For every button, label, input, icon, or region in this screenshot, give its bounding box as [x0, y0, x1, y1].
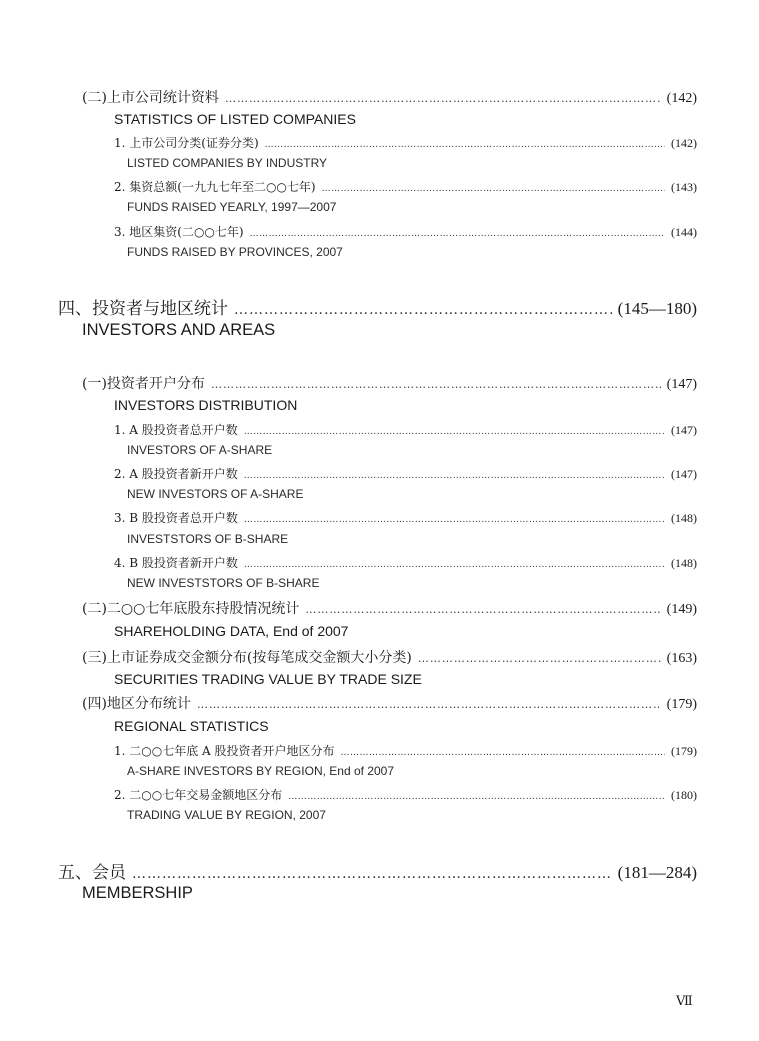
- toc-entry-trading-value-by-region[interactable]: [114, 786, 697, 803]
- entry-title: (一)投资者开户分布: [82, 376, 205, 392]
- toc-entry-b-share-investors[interactable]: [114, 509, 697, 526]
- toc-chapter-investors-areas[interactable]: [58, 294, 697, 319]
- toc-entry-investors-distribution[interactable]: [82, 373, 697, 393]
- page-range: (145—180): [617, 299, 697, 318]
- entry-english-title: INVESTSTORS OF B-SHARE: [127, 532, 289, 546]
- leader-dots: [265, 140, 665, 150]
- entry-english-title: TRADING VALUE BY REGION, 2007: [127, 808, 326, 822]
- leader-dots: [244, 560, 665, 570]
- leader-dots: [244, 471, 665, 481]
- page-number: (163): [666, 651, 697, 666]
- entry-english-title: NEW INVESTORS OF A-SHARE: [127, 487, 304, 501]
- entry-english-title: INVESTORS DISTRIBUTION: [114, 397, 298, 413]
- page-number: (180): [671, 788, 697, 802]
- leader-dots: [244, 515, 665, 525]
- entry-title: 3. 地区集资(二○○七年): [114, 225, 244, 239]
- leader-dots: [305, 603, 660, 616]
- leader-dots: [322, 184, 665, 194]
- toc-entry-funds-by-provinces[interactable]: [114, 223, 697, 240]
- leader-dots: [341, 748, 665, 758]
- entry-english-title: FUNDS RAISED BY PROVINCES, 2007: [127, 245, 343, 259]
- leader-dots: [132, 866, 612, 882]
- leader-dots: [288, 792, 665, 802]
- chapter-english-title: INVESTORS AND AREAS: [82, 321, 276, 339]
- entry-title: (四)地区分布统计: [82, 696, 191, 712]
- entry-english-title: SHAREHOLDING DATA, End of 2007: [114, 623, 349, 639]
- entry-english-title: SECURITIES TRADING VALUE BY TRADE SIZE: [114, 671, 422, 687]
- toc-entry-shareholding[interactable]: [82, 598, 697, 618]
- leader-dots: [418, 652, 661, 665]
- leader-dots: [244, 427, 665, 437]
- page-number: (148): [671, 511, 697, 525]
- entry-english-title: INVESTORS OF A-SHARE: [127, 443, 273, 457]
- entry-title: (三)上市证券成交金额分布(按每笔成交金额大小分类): [82, 650, 412, 666]
- page-folio: Ⅶ: [676, 993, 693, 1008]
- entry-title: 1. 上市公司分类(证券分类): [114, 136, 259, 150]
- toc-entry-regional-statistics[interactable]: [82, 693, 697, 713]
- page-number: (149): [666, 602, 697, 617]
- entry-title: 2. 集资总额(一九九七年至二○○七年): [114, 180, 316, 194]
- toc-entry-investors-by-region[interactable]: [114, 742, 697, 759]
- toc-entry-funds-raised-yearly[interactable]: [114, 178, 697, 195]
- entry-english-title: NEW INVESTSTORS OF B-SHARE: [127, 576, 320, 590]
- leader-dots: [225, 92, 661, 105]
- entry-title: 2. 二○○七年交易金额地区分布: [114, 788, 283, 802]
- page-number: (142): [671, 136, 697, 150]
- chapter-title: 五、会员: [58, 863, 126, 883]
- chapter-english-title: MEMBERSHIP: [82, 884, 193, 902]
- page-number: (143): [671, 180, 697, 194]
- entry-title: (二)二○○七年底股东持股情况统计: [82, 601, 300, 617]
- entry-title: 2. A 股投资者新开户数: [114, 467, 238, 481]
- toc-entry-listed-companies[interactable]: [82, 87, 697, 107]
- toc-entry-companies-by-industry[interactable]: [114, 134, 697, 151]
- page-number: (179): [666, 697, 697, 712]
- page-number: (147): [666, 377, 697, 392]
- page-number: (142): [666, 91, 697, 106]
- chapter-title: 四、投资者与地区统计: [58, 299, 228, 319]
- leader-dots: [197, 698, 661, 711]
- page-number: (144): [671, 225, 697, 239]
- toc-chapter-membership[interactable]: [58, 858, 697, 883]
- entry-english-title: A-SHARE INVESTORS BY REGION, End of 2007: [127, 764, 394, 778]
- page-range: (181—284): [617, 863, 697, 882]
- toc-entry-new-a-share-investors[interactable]: [114, 465, 697, 482]
- leader-dots: [250, 229, 665, 239]
- entry-title: (二)上市公司统计资料: [82, 90, 219, 106]
- entry-title: 3. B 股投资者总开户数: [114, 511, 238, 525]
- entry-title: 1. A 股投资者总开户数: [114, 423, 238, 437]
- leader-dots: [211, 378, 661, 391]
- page-number: (179): [671, 744, 697, 758]
- entry-title: 4. B 股投资者新开户数: [114, 556, 238, 570]
- entry-english-title: FUNDS RAISED YEARLY, 1997—2007: [127, 200, 337, 214]
- entry-english-title: LISTED COMPANIES BY INDUSTRY: [127, 156, 328, 170]
- entry-english-title: STATISTICS OF LISTED COMPANIES: [114, 111, 356, 127]
- entry-english-title: REGIONAL STATISTICS: [114, 718, 269, 734]
- toc-entry-a-share-investors[interactable]: [114, 421, 697, 438]
- leader-dots: [234, 302, 612, 318]
- entry-title: 1. 二○○七年底 A 股投资者开户地区分布: [114, 744, 335, 758]
- toc-entry-new-b-share-investors[interactable]: [114, 554, 697, 571]
- page-number: (148): [671, 556, 697, 570]
- page-number: (147): [671, 423, 697, 437]
- toc-entry-trading-value-by-size[interactable]: [82, 647, 697, 667]
- page-number: (147): [671, 467, 697, 481]
